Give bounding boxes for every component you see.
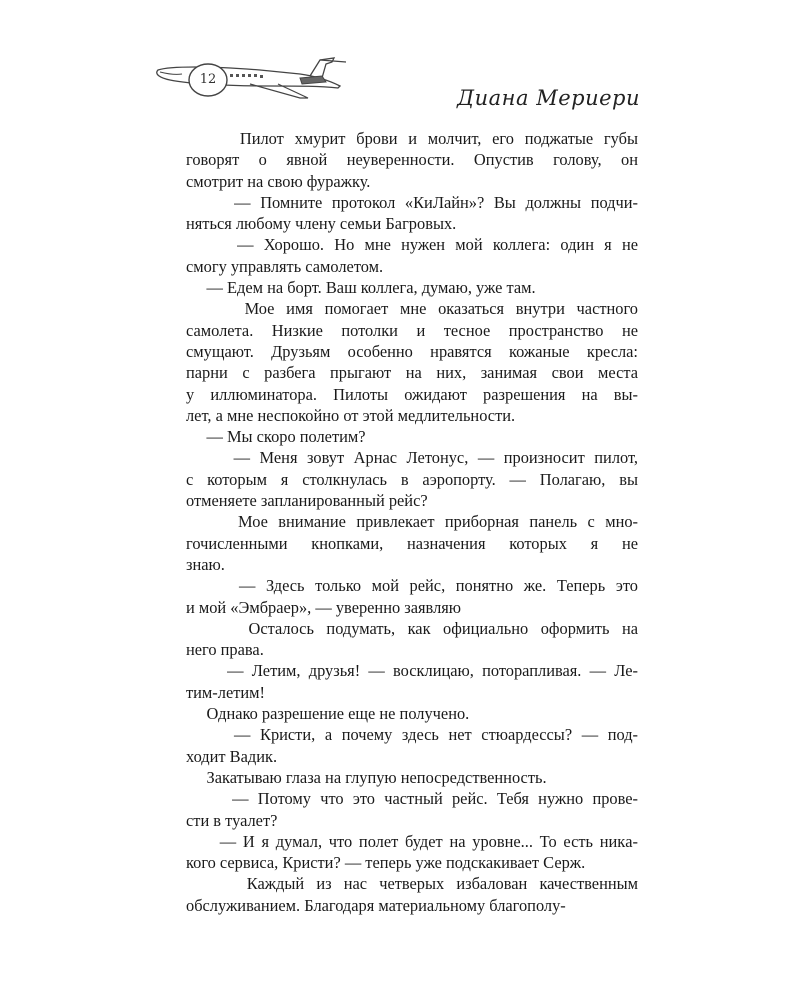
paragraph-line: Закатываю глаза на глупую непосредственность.: [186, 767, 547, 787]
paragraph-line: с которым я столкнулась в аэропорту. — Полагаю, вы: [186, 469, 638, 489]
paragraph-line: отменяете запланированный рейс?: [186, 491, 428, 511]
paragraph-line: смущают. Друзьям особенно нравятся кожаные кресла:: [186, 341, 638, 361]
paragraph-line: Однако разрешение еще не получено.: [186, 704, 470, 724]
paragraph-line: — Хорошо. Но мне нужен мой коллега: один я не: [186, 235, 638, 255]
paragraph-line: няться любому члену семьи Багровых.: [186, 214, 457, 234]
paragraph-line: Мое имя помогает мне оказаться внутри частного: [186, 299, 638, 319]
paragraph-line: парни с разбега прыгают на них, занимая свои места: [186, 363, 638, 383]
paragraph-line: Каждый из нас четверых избалован качественным: [186, 874, 638, 894]
paragraph-line: смогу управлять самолетом.: [186, 256, 384, 276]
paragraph-line: тим-летим!: [186, 682, 265, 702]
page-number: 12: [199, 72, 217, 87]
paragraph-line: — Помните протокол «КиЛайн»? Вы должны подчи-: [186, 192, 638, 212]
paragraph-line: — И я думал, что полет будет на уровне... То есть никa-: [186, 831, 638, 851]
paragraph-line: — Мы скоро полетим?: [186, 427, 366, 447]
paragraph-line: смотрит на свою фуражку.: [186, 171, 371, 191]
paragraph-line: него права.: [186, 640, 264, 660]
body-text: [186, 128, 638, 916]
paragraph-line: Пилот хмурит брови и молчит, его поджатые губы: [186, 129, 638, 148]
paragraph-line: — Меня зовут Арнас Летонус, — произносит пилот,: [186, 448, 638, 468]
author-name: Диана Мериери: [457, 86, 640, 110]
paragraph-line: — Потому что это частный рейс. Тебя нужно прове-: [186, 789, 638, 809]
paragraph-line: — Летим, друзья! — восклицаю, поторапливая. — Ле-: [186, 661, 638, 681]
paragraph-line: — Здесь только мой рейс, понятно же. Теперь это: [186, 576, 638, 596]
paragraph-line: у иллюминатора. Пилоты ожидают разрешения на вы-: [186, 384, 638, 404]
paragraph-line: обслуживанием. Благодаря материальному благополу-: [186, 895, 566, 915]
paragraph-line: — Кристи, а почему здесь нет стюардессы? — под-: [186, 725, 638, 745]
paragraph-line: сти в туалет?: [186, 810, 278, 830]
paragraph-line: знаю.: [186, 554, 225, 574]
paragraph-line: Мое внимание привлекает приборная панель с мно-: [186, 512, 638, 532]
paragraph-line: ходит Вадик.: [186, 746, 278, 766]
paragraph-line: гочисленными кнопками, назначения которых я не: [186, 533, 638, 553]
airplane-icon: [150, 52, 350, 112]
paragraph-line: и мой «Эмбраер», — уверенно заявляю: [186, 597, 462, 617]
paragraph-line: говорят о явной неуверенности. Опустив голову, он: [186, 150, 638, 170]
paragraph-line: лет, а мне неспокойно от этой медлительности.: [186, 405, 516, 425]
paragraph-line: Осталось подумать, как официально оформить на: [186, 618, 638, 638]
paragraph-line: кого сервиса, Кристи? — теперь уже подскакивает Серж.: [186, 853, 586, 873]
paragraph-line: — Едем на борт. Ваш коллега, думаю, уже там.: [186, 278, 536, 298]
paragraph-line: самолета. Низкие потолки и тесное пространство не: [186, 320, 638, 340]
